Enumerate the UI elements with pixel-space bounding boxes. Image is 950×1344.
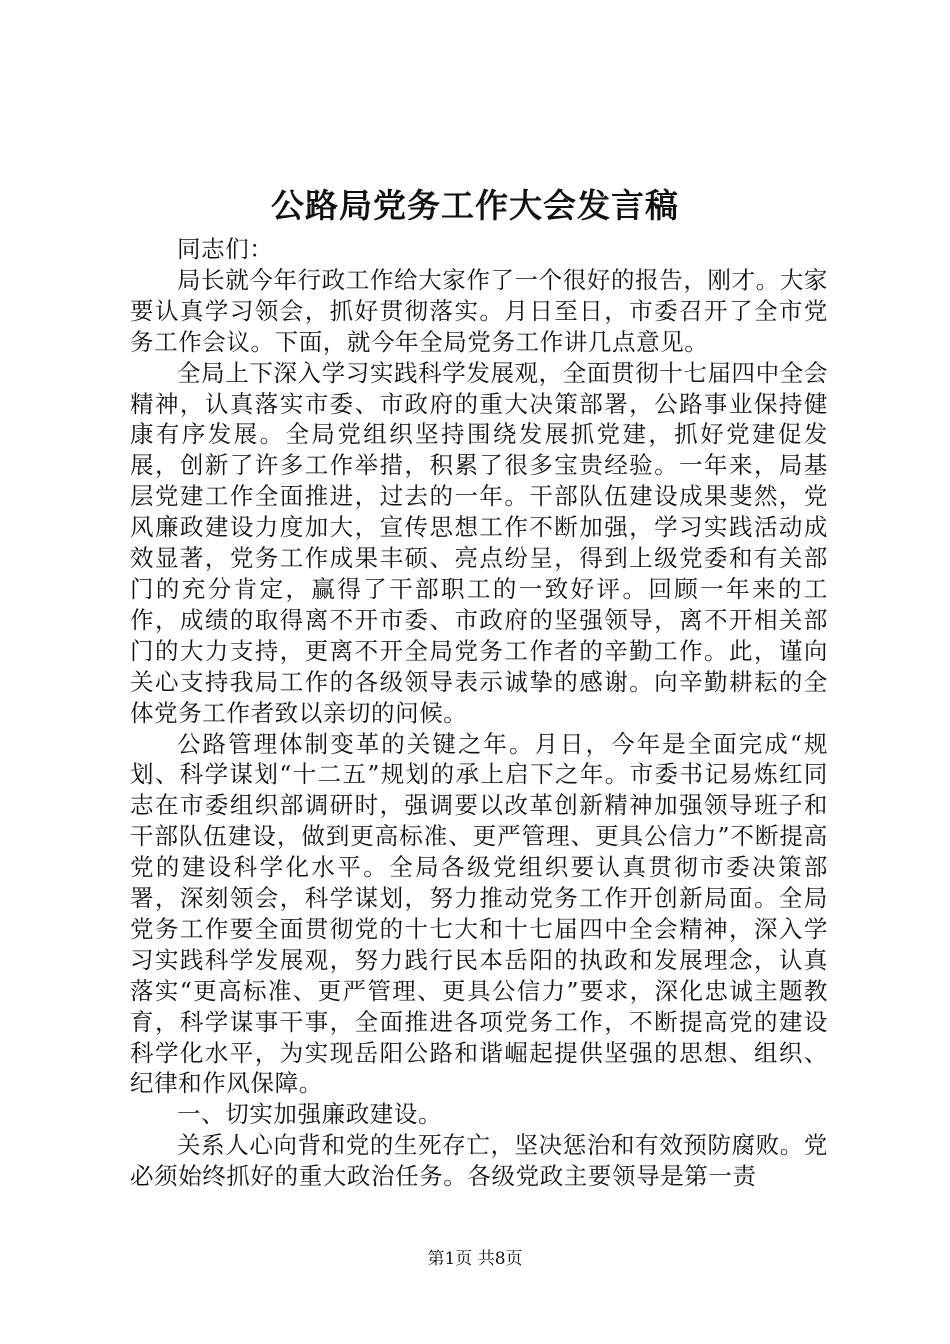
section-heading-1: 一、切实加强廉政建设。: [177, 1100, 443, 1129]
paragraph-2: 全局上下深入学习实践科学发展观，全面贯彻十七届四中全会精神，认真落实市委、市政府的重大决策部署，公路事业保持健康有序发展。全局党组织坚持围绕发展抓党建，抓好党建促发展，创新了许多工作举措，积累了很多宝贵经验。一年来，局基层党建工作全面推进，过去的一年。干部队伍建设成果斐然，党风廉政建设力度加大，宣传思想工作不断加强，学习实践活动成效显著，党务工作成果丰硕、亮点纷呈，得到上级党委和有关部门的充分肯定，赢得了干部职工的一致好评。回顾一年来的工作，成绩的取得离不开市委、市政府的坚强领导，离不开相关部门的大力支持，更离不开全局党务工作者的辛勤工作。此，谨向关心支持我局工作的各级领导表示诚挚的感谢。向辛勤耕耘的全体党务工作者致以亲切的问候。: [130, 358, 828, 727]
document-title: 公路局党务工作大会发言稿: [271, 186, 679, 225]
paragraph-4: 关系人心向背和党的生死存亡，坚决惩治和有效预防腐败。党必须始终抓好的重大政治任务。各级党政主要领导是第一责: [130, 1131, 828, 1191]
page-footer: 第1页 共8页: [427, 1249, 523, 1269]
paragraph-3: 公路管理体制变革的关键之年。月日，今年是全面完成“规划、科学谋划“十二五”规划的承上启下之年。市委书记易炼红同志在市委组织部调研时，强调要以改革创新精神加强领导班子和干部队伍建设，做到更高标准、更严管理、更具公信力”不断提高党的建设科学化水平。全局各级党组织要认真贯彻市委决策部署，深刻领会，科学谋划，努力推动党务工作开创新局面。全局党务工作要全面贯彻党的十七大和十七届四中全会精神，深入学习实践科学发展观，努力践行民本岳阳的执政和发展理念，认真落实“更高标准、更严管理、更具公信力”要求，深化忠诚主题教育，科学谋事干事，全面推进各项党务工作，不断提高党的建设科学化水平，为实现岳阳公路和谐崛起提供坚强的思想、组织、纪律和作风保障。: [130, 729, 828, 1098]
paragraph-salutation: 同志们：: [177, 235, 274, 263]
document-body: [130, 234, 828, 1192]
paragraph-1: 局长就今年行政工作给大家作了一个很好的报告，刚才。大家要认真学习领会，抓好贯彻落实。月日至日，市委召开了全市党务工作会议。下面，就今年全局党务工作讲几点意见。: [130, 265, 828, 356]
